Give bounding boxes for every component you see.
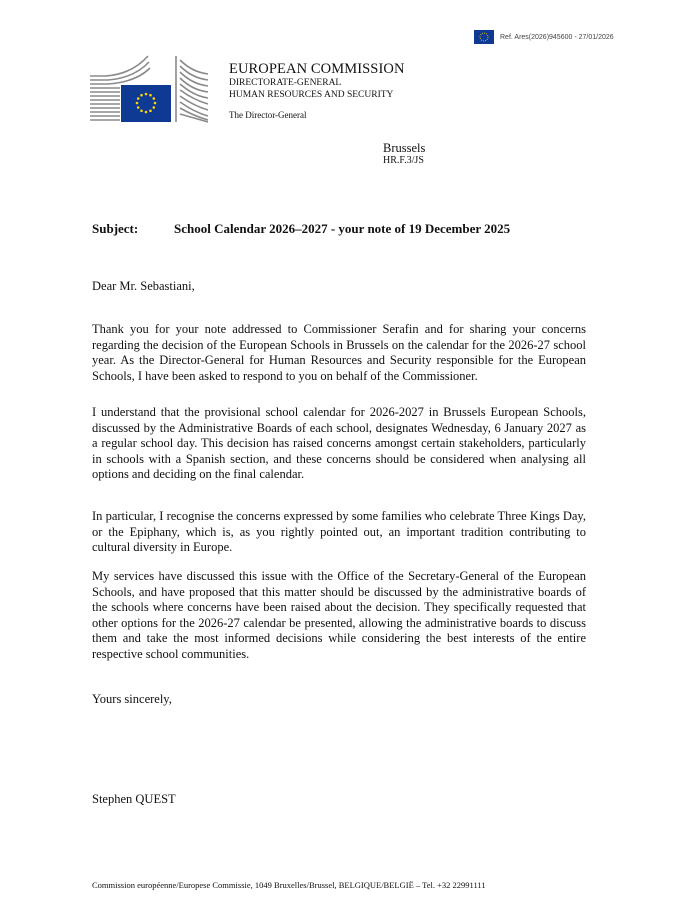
letterhead [229, 62, 405, 120]
body-paragraph-1: Thank you for your note addressed to Commissioner Serafin and for sharing your concerns regarding the decision of the European Schools in Brussels on the calendar for the 2026-27 school year. As the Director-General for Human Resources and Security responsible for the European Schools, I have been asked to respond to you on behalf of the Commissioner. [92, 322, 586, 383]
subject-line [92, 221, 510, 237]
footer-address: Commission européenne/Europese Commissie, 1049 Bruxelles/Brussel, BELGIQUE/BELGIË – Tel. +32 22991111 [92, 880, 486, 890]
eu-flag-icon [474, 30, 494, 44]
body-paragraph-4: My services have discussed this issue with the Office of the Secretary-General of the European Schools, and have proposed that this matter should be discussed by the administrative boards of the schools where concerns have been raised about the decision. They specifically requested that other options for the 2026-27 calendar be presented, allowing the administrative boards to discuss them and take the most informed decisions while considering the best interests of the entire respective school communities. [92, 569, 586, 661]
city: Brussels [383, 141, 426, 155]
subject-text: School Calendar 2026–2027 - your note of 19 December 2025 [174, 221, 511, 236]
european-commission-logo [88, 54, 210, 124]
organisation-name: EUROPEAN COMMISSION [229, 61, 405, 77]
directorate-line-2: HUMAN RESOURCES AND SECURITY [229, 90, 394, 100]
subject-label: Subject: [92, 221, 139, 236]
sender-role: The Director-General [229, 110, 307, 120]
reference-stamp [474, 30, 614, 44]
closing: Yours sincerely, [92, 692, 172, 706]
salutation: Dear Mr. Sebastiani, [92, 279, 195, 293]
reference-text: Ref. Ares(2026)945600 - 27/01/2026 [500, 33, 614, 41]
file-reference: HR.F.3/JS [383, 155, 424, 166]
signer-name: Stephen QUEST [92, 792, 176, 806]
body-paragraph-3: In particular, I recognise the concerns expressed by some families who celebrate Three Kings Day, or the Epiphany, which is, as you rightly pointed out, an important tradition contributing to cultural diversity in Europe. [92, 509, 586, 555]
body-paragraph-2: I understand that the provisional school calendar for 2026-2027 in Brussels European Schools, discussed by the Administrative Boards of each school, designates Wednesday, 6 January 2027 as a regular school day. This decision has raised concerns amongst certain stakeholders, particularly in schools with a Spanish section, and these concerns should be considered when analysing all options and deciding on the final calendar. [92, 405, 586, 482]
place-and-reference [383, 141, 425, 167]
directorate-line-1: DIRECTORATE-GENERAL [229, 78, 342, 88]
